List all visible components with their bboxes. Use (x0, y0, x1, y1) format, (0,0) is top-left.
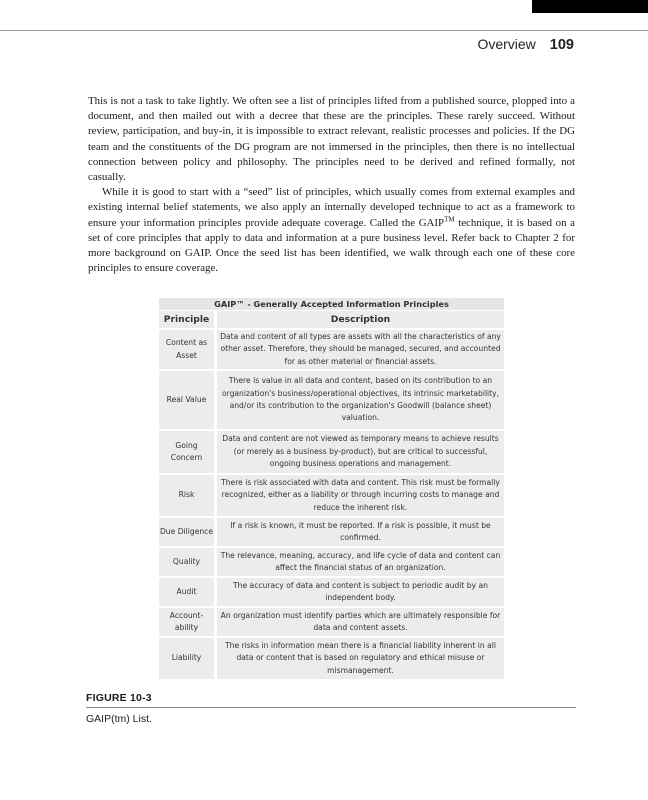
figure-caption: GAIP(tm) List. (86, 713, 152, 725)
paragraph-2-part-b: technique, it is based on a set of core principles that apply to data and information at a pure business level. Refer back to Chapter 2 for more background on GAIP. Once the seed list has been identified, we walk through each one of these core principles to ensure coverage. (88, 216, 575, 275)
principle-cell: Real Value (159, 371, 214, 429)
header-rule (0, 30, 648, 31)
body-text (88, 94, 575, 276)
table-row (159, 638, 504, 679)
paragraph-1: This is not a task to take lightly. We often see a list of principles lifted from a published source, plopped into a document, and then mailed out with a decree that these are the principles. These rarely succeed. Without review, participation, and buy-in, it is impossible to extract relevant, realistic processes and policies. If the DG team and the constituents of the DG program are not immersed in the principles, then there is no intellectual connection between policy and philosophy. The principles need to be derived and refined formally, not casually. (88, 95, 575, 184)
section-title: Overview (477, 36, 536, 52)
principle-cell: Liability (159, 638, 214, 679)
table-row (159, 330, 504, 369)
principle-cell: Account-ability (159, 608, 214, 636)
running-header (477, 36, 574, 53)
table-row (159, 371, 504, 429)
trademark-sup: TM (444, 215, 455, 223)
description-cell: The relevance, meaning, accuracy, and life cycle of data and content can affect the financial status of an organization. (217, 548, 504, 576)
principle-column-header: Principle (159, 311, 214, 328)
table-row (159, 431, 504, 473)
principle-cell: Content as Asset (159, 330, 214, 369)
table-title: GAIP™ - Generally Accepted Information Principles (159, 298, 504, 310)
table-row (159, 548, 504, 576)
principle-cell: Risk (159, 475, 214, 516)
principle-cell: Due Diligence (159, 518, 214, 546)
description-cell: The accuracy of data and content is subject to periodic audit by an independent body. (217, 578, 504, 606)
principle-cell: Audit (159, 578, 214, 606)
page-corner-bar (532, 0, 648, 13)
description-cell: The risks in information mean there is a financial liability inherent in all data or content that is based on regulatory and ethical misuse or mismanagement. (217, 638, 504, 679)
figure-label: FIGURE 10-3 (86, 692, 152, 704)
principle-cell: Going Concern (159, 431, 214, 473)
description-cell: There is risk associated with data and content. This risk must be formally recognized, either as a liability or through incurring costs to manage and reduce the inherent risk. (217, 475, 504, 516)
description-cell: Data and content of all types are assets with all the characteristics of any other asset. Therefore, they should be managed, secured, and accounted for as other material or financial assets. (217, 330, 504, 369)
table-row (159, 578, 504, 606)
table-row (159, 518, 504, 546)
principle-cell: Quality (159, 548, 214, 576)
paragraph-2-part-a: While it is good to start with a “seed” list of principles, which usually comes from external examples and existing internal belief statements, we also apply an internally developed technique to act as a framework to ensure your information principles provide adequate coverage. Called the GAIP (88, 186, 575, 229)
paragraph-2 (88, 185, 575, 276)
table-header-row (159, 311, 504, 328)
table-row (159, 608, 504, 636)
description-cell: An organization must identify parties which are ultimately responsible for data and content assets. (217, 608, 504, 636)
description-cell: Data and content are not viewed as temporary means to achieve results (or merely as a business by-product), but are critical to successful, ongoing business operations and management. (217, 431, 504, 473)
page-number: 109 (549, 37, 574, 53)
description-cell: There is value in all data and content, based on its contribution to an organization's business/operational objectives, its intrinsic marketability, and/or its contribution to the organization's Goodwill (balance sheet) valuation. (217, 371, 504, 429)
description-column-header: Description (217, 311, 504, 328)
description-cell: If a risk is known, it must be reported. If a risk is possible, it must be confirmed. (217, 518, 504, 546)
table-row (159, 475, 504, 516)
gaip-table (159, 298, 504, 679)
figure-rule (86, 707, 576, 708)
